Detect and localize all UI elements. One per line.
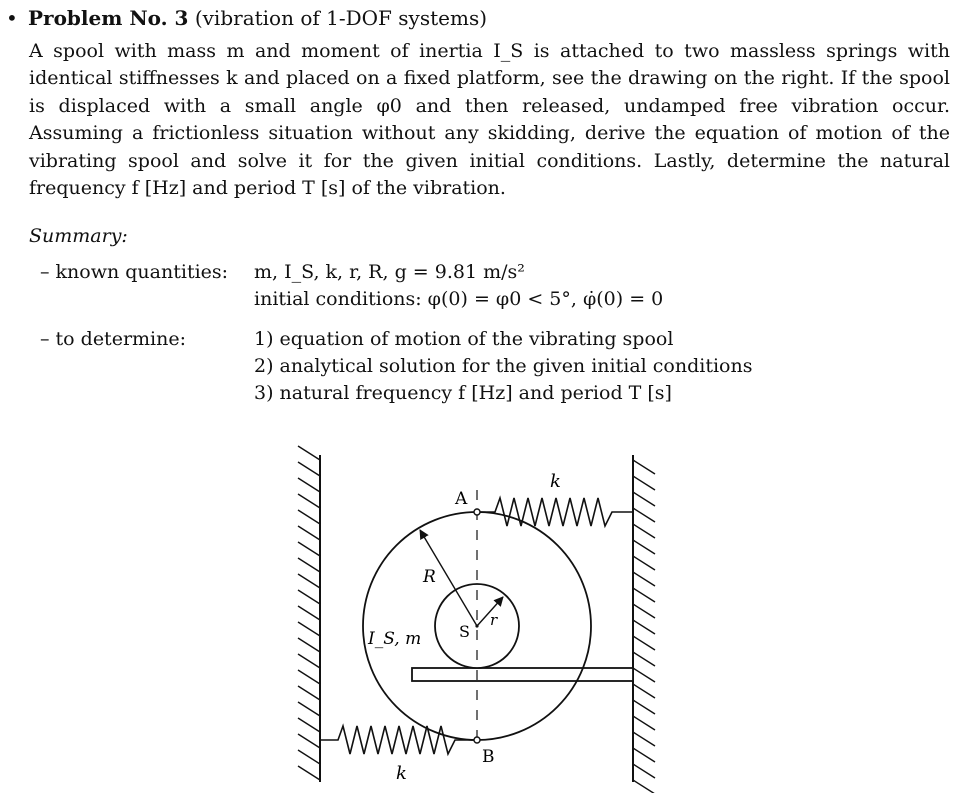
wall-hatch: [298, 494, 320, 508]
initial-conditions: initial conditions: φ(0) = φ0 < 5°, φ̇(0) = 0: [254, 288, 664, 310]
bottom-spring: [320, 726, 474, 754]
wall-hatch: [298, 638, 320, 652]
wall-hatch: [298, 590, 320, 604]
wall-hatch: [298, 622, 320, 636]
wall-hatch: [298, 750, 320, 764]
wall-hatch: [298, 510, 320, 524]
label-inertia-mass: I_S, m: [368, 629, 422, 649]
wall-hatch: [633, 508, 655, 522]
wall-hatch: [633, 748, 655, 762]
wall-hatch: [298, 606, 320, 620]
wall-hatch: [298, 670, 320, 684]
point-S: [475, 624, 478, 627]
fixed-platform: [412, 668, 633, 681]
wall-hatch: [633, 668, 655, 682]
wall-hatch: [298, 702, 320, 716]
point-B: [474, 737, 480, 743]
wall-hatch: [633, 764, 655, 778]
problem-number: Problem No. 3: [28, 6, 189, 30]
to-determine-label: – to determine:: [40, 328, 186, 350]
wall-hatch: [298, 574, 320, 588]
top-spring: [480, 498, 633, 526]
wall-hatch: [633, 540, 655, 554]
wall-hatch: [633, 780, 655, 793]
wall-hatch: [633, 572, 655, 586]
wall-hatch: [298, 718, 320, 732]
label-k-top: k: [550, 471, 561, 492]
wall-hatch: [298, 558, 320, 572]
wall-hatch: [298, 526, 320, 540]
label-r: r: [490, 611, 498, 629]
wall-hatch: [633, 620, 655, 634]
label-A: A: [455, 489, 468, 509]
wall-hatch: [633, 492, 655, 506]
label-R: R: [423, 567, 436, 587]
wall-hatch: [633, 476, 655, 490]
determine-item-1: 1) equation of motion of the vibrating spool: [254, 328, 674, 350]
right-wall: [633, 455, 655, 793]
bullet: •: [6, 6, 18, 30]
wall-hatch: [298, 478, 320, 492]
wall-hatch: [633, 700, 655, 714]
problem-topic: (vibration of 1-DOF systems): [194, 6, 488, 30]
determine-item-2: 2) analytical solution for the given initial conditions: [254, 355, 753, 377]
wall-hatch: [298, 734, 320, 748]
wall-hatch: [633, 732, 655, 746]
label-S: S: [459, 622, 470, 641]
wall-hatch: [633, 556, 655, 570]
wall-hatch: [633, 524, 655, 538]
point-A: [474, 509, 480, 515]
wall-hatch: [298, 654, 320, 668]
wall-hatch: [298, 686, 320, 700]
known-quantities-label: – known quantities:: [40, 261, 229, 283]
wall-hatch: [633, 684, 655, 698]
problem-statement: A spool with mass m and moment of inertia I_S is attached to two massless springs with identical stiffnesses k and placed on a fixed platform, see the drawing on the right. If the spool is displaced with a small angle φ0 and then released, undamped free vibration occur. Assuming a frictionless situation without any skidding, derive the equation of motion of the vibrating spool and solve it for the given initial conditions. Lastly, determine the natural frequency f [Hz] and period T [s] of the vibration.: [29, 40, 950, 200]
wall-hatch: [633, 604, 655, 618]
left-wall: [298, 446, 320, 782]
wall-hatch: [633, 588, 655, 602]
wall-hatch: [298, 766, 320, 780]
wall-hatch: [633, 636, 655, 650]
determine-item-3: 3) natural frequency f [Hz] and period T [s]: [254, 382, 672, 404]
wall-hatch: [633, 716, 655, 730]
wall-hatch: [298, 446, 320, 460]
known-quantities-values: m, I_S, k, r, R, g = 9.81 m/s²: [254, 261, 525, 283]
wall-hatch: [298, 542, 320, 556]
wall-hatch: [633, 652, 655, 666]
summary-title: Summary:: [29, 225, 128, 247]
label-k-bottom: k: [396, 763, 407, 784]
wall-hatch: [298, 462, 320, 476]
label-B: B: [482, 747, 495, 767]
wall-hatch: [633, 460, 655, 474]
